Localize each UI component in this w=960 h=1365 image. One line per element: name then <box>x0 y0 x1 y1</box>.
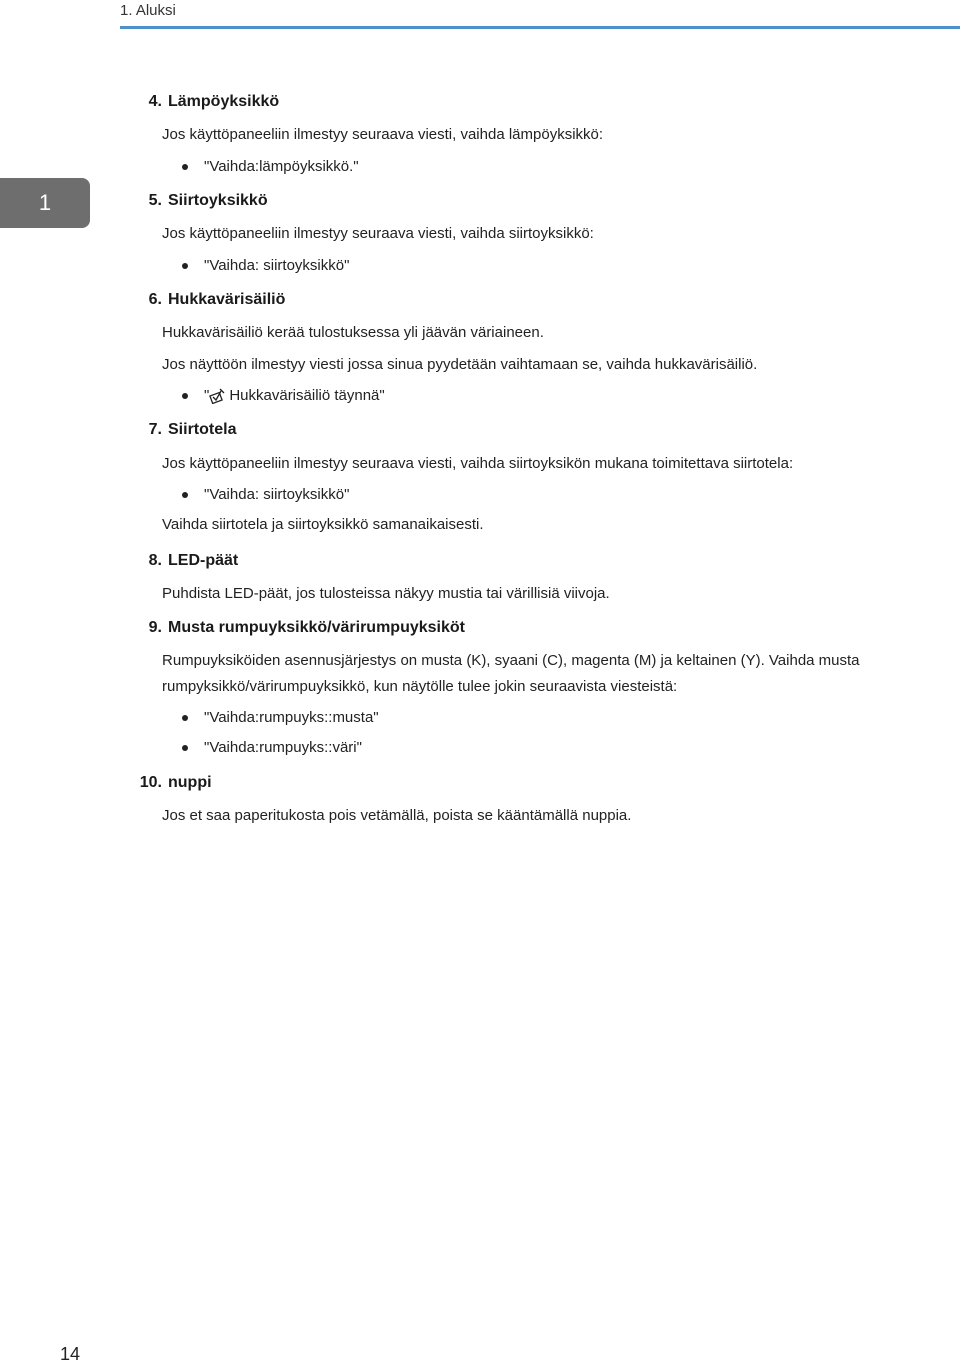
item-9 <box>120 618 920 638</box>
item-5 <box>120 191 920 211</box>
paragraph: Jos käyttöpaneeliin ilmestyy seuraava viesti, vaihda lämpöyksikkö: <box>162 126 604 143</box>
running-header: 1. Aluksi <box>120 2 176 19</box>
page-number: 14 <box>60 1344 81 1364</box>
item-number: 9. <box>148 619 162 636</box>
bullet-dot <box>182 164 188 170</box>
item-number: 8. <box>148 552 162 569</box>
paragraph: Vaihda siirtotela ja siirtoyksikkö samanaikaisesti. <box>162 516 484 533</box>
bullet-dot <box>182 492 188 498</box>
bullet-text: "Vaihda: siirtoyksikkö" <box>204 257 350 274</box>
item-title: Lämpöyksikkö <box>168 93 280 110</box>
waste-toner-icon <box>209 388 225 404</box>
item-title: nuppi <box>168 774 212 791</box>
bullet-text: Hukkavärisäiliö täynnä" <box>229 387 385 404</box>
item-7 <box>120 420 920 440</box>
paragraph: Rumpuyksiköiden asennusjärjestys on musta (K), syaani (C), magenta (M) ja keltainen (Y). Vaihda musta rumpyksikkö/värirumpuyksikkö, kun näytölle tulee jokin seuraavista viesteistä: <box>162 652 860 695</box>
header-rule <box>120 26 960 29</box>
bullet-text: "Vaihda: siirtoyksikkö" <box>204 486 350 503</box>
paragraph: Jos et saa paperitukosta pois vetämällä, poista se kääntämällä nuppia. <box>162 807 632 824</box>
item-number: 4. <box>148 93 162 110</box>
item-title: Siirtotela <box>168 421 237 438</box>
paragraph: Jos käyttöpaneeliin ilmestyy seuraava viesti, vaihda siirtoyksikön mukana toimitettava siirtotela: <box>162 455 794 472</box>
item-title: Siirtoyksikkö <box>168 192 268 209</box>
item-8 <box>120 551 920 571</box>
item-number: 6. <box>148 291 162 308</box>
item-4 <box>120 92 920 112</box>
bullet-item <box>162 485 862 505</box>
bullet-dot <box>182 715 188 721</box>
item-number: 10. <box>139 774 162 791</box>
bullet-dot <box>182 393 188 399</box>
item-title: LED-päät <box>168 552 239 569</box>
bullet-text: "Vaihda:rumpuyks::musta" <box>204 709 379 726</box>
bullet-dot <box>182 745 188 751</box>
item-10 <box>120 773 920 793</box>
item-title: Hukkavärisäiliö <box>168 291 286 308</box>
bullet-item <box>162 386 862 406</box>
item-title: Musta rumpuyksikkö/värirumpuyksiköt <box>168 619 465 636</box>
paragraph: Jos käyttöpaneeliin ilmestyy seuraava viesti, vaihda siirtoyksikkö: <box>162 225 594 242</box>
paragraph: Jos näyttöön ilmestyy viesti jossa sinua pyydetään vaihtamaan se, vaihda hukkavärisäiliö. <box>162 356 758 373</box>
bullet-item <box>162 738 862 758</box>
paragraph: Hukkavärisäiliö kerää tulostuksessa yli jäävän väriaineen. <box>162 324 544 341</box>
item-number: 5. <box>148 192 162 209</box>
chapter-tab: 1 <box>0 178 90 228</box>
bullet-item <box>162 708 862 728</box>
bullet-quote: " <box>204 387 210 404</box>
bullet-item <box>162 157 862 177</box>
bullet-item <box>162 256 862 276</box>
item-6 <box>120 290 920 310</box>
item-number: 7. <box>148 421 162 438</box>
bullet-dot <box>182 263 188 269</box>
bullet-text: "Vaihda:lämpöyksikkö." <box>204 158 359 175</box>
paragraph: Puhdista LED-päät, jos tulosteissa näkyy mustia tai värillisiä viivoja. <box>162 585 610 602</box>
bullet-text: "Vaihda:rumpuyks::väri" <box>204 739 362 756</box>
